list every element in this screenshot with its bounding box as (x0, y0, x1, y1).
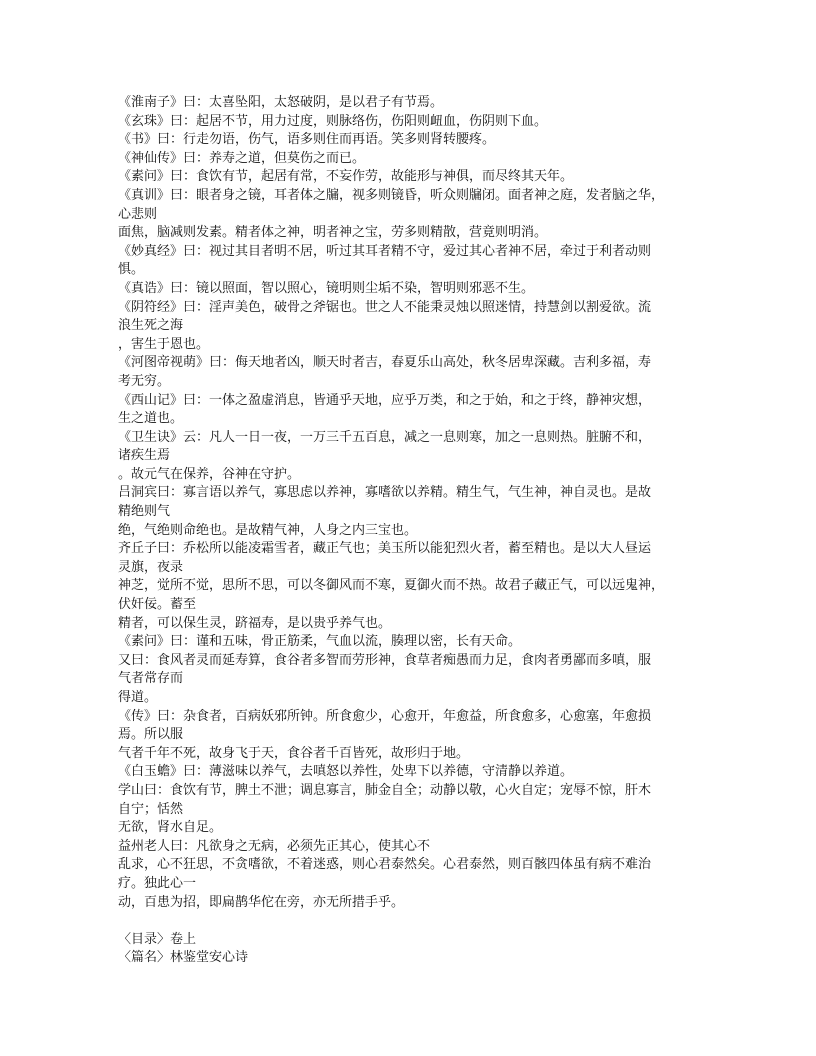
text-line: 《妙真经》曰：视过其目者明不居，听过其耳者精不守，爱过其心者神不居，牵过于利者动则 (118, 243, 652, 259)
text-line: 精者，可以保生灵，跻福寿，是以贵乎养气也。 (118, 615, 392, 631)
text-line: 浪生死之海 (118, 318, 184, 334)
text-line: 动，百患为招，即扁鹊华佗在旁，亦无所措手乎。 (118, 894, 405, 910)
text-line: ，害生于恩也。 (118, 336, 210, 352)
text-line: 《河图帝视萌》曰：侮天地者凶，顺天时者吉，春夏乐山高处，秋冬居卑深藏。吉利多福，寿 (118, 355, 652, 371)
text-line: 自宁；恬然 (118, 801, 184, 817)
text-line: 考无穷。 (118, 373, 171, 389)
text-line: 《白玉蟾》曰：薄滋味以养气，去嗔怒以养性，处卑下以养德，守清静以养道。 (118, 764, 574, 780)
text-line: 吕洞宾曰：寡言语以养气，寡思虑以养神，寡嗜欲以养精。精生气，气生神，神自灵也。是故 (118, 485, 652, 501)
toc-line: 〈目录〉卷上 (118, 931, 197, 947)
text-line: 生之道也。 (118, 411, 184, 427)
text-line: 乱求，心不狂思，不贪嗜欲，不着迷惑，则心君泰然矣。心君泰然，则百骸四体虽有病不难治 (118, 857, 652, 873)
text-line: 《卫生诀》云：凡人一日一夜，一万三千五百息，减之一息则寒，加之一息则热。脏腑不和， (118, 429, 652, 445)
text-line: 《阴符经》曰：淫声美色，破骨之斧锯也。世之人不能秉灵烛以照迷情，持慧剑以割爱欲。流 (118, 299, 652, 315)
text-line: 诸疾生焉 (118, 448, 171, 464)
text-line: 气者千年不死，故身飞于天，食谷者千百皆死，故形归于地。 (118, 745, 470, 761)
text-line: 《神仙传》曰：养寿之道，但莫伤之而已。 (118, 150, 366, 166)
text-line: 《玄珠》曰：起居不节，用力过度，则脉络伤，伤阳则衄血，伤阴则下血。 (118, 113, 548, 129)
text-line: 气者常存而 (118, 671, 184, 687)
text-line: 疗。独此心一 (118, 875, 197, 891)
text-line: 伏奸佞。蓄至 (118, 597, 197, 613)
text-line: 心悲则 (118, 206, 158, 222)
text-line: 惧。 (118, 262, 145, 278)
section-title-line: 〈篇名〉林鉴堂安心诗 (118, 950, 249, 966)
text-line: 又曰：食风者灵而延寿算，食谷者多智而劳形神，食草者痴愚而力足，食肉者勇鄙而多嗔，服 (118, 652, 652, 668)
text-line: 《淮南子》曰：太喜坠阳，太怒破阴，是以君子有节焉。 (118, 95, 444, 110)
text-line: 《真训》曰：眼者身之镜，耳者体之牖，视多则镜昏，听众则牖闭。面者神之庭，发者脑之华， (118, 187, 665, 203)
text-line: 无欲，肾水自足。 (118, 820, 223, 836)
text-line: 面焦，脑减则发素。精者体之神，明者神之宝，劳多则精散，营竟则明消。 (118, 225, 548, 241)
text-line: 《素问》曰：谨和五味，骨正筋柔，气血以流，腠理以密，长有天命。 (118, 634, 522, 650)
text-line: 《传》曰：杂食者，百病妖邪所钟。所食愈少，心愈开，年愈益，所食愈多，心愈塞，年愈损 (118, 708, 652, 724)
text-line: 得道。 (118, 690, 158, 705)
text-line: 神芝，觉所不觉，思所不思，可以冬御风而不寒，夏御火而不热。故君子藏正气，可以远鬼神， (118, 578, 665, 594)
document-page (118, 94, 704, 968)
text-line: 《书》曰：行走勿语，伤气，语多则住而再语。笑多则肾转腰疼。 (118, 132, 496, 148)
text-line: 精绝则气 (118, 504, 171, 520)
blank-line (118, 912, 704, 931)
text-line: 《西山记》曰：一体之盈虚消息，皆通乎天地，应乎万类，和之于始，和之于终，静神灾想， (118, 392, 652, 408)
text-line: 焉。所以服 (118, 727, 184, 743)
text-line: 绝，气绝则命绝也。是故精气神，人身之内三宝也。 (118, 522, 418, 538)
text-line: 灵旗，夜录 (118, 559, 184, 575)
text-line: 学山曰：食饮有节，脾土不泄；调息寡言，肺金自全；动静以敬，心火自定；宠辱不惊，肝木 (118, 782, 652, 798)
text-line: 齐丘子曰：乔松所以能凌霜雪者，藏正气也；美玉所以能犯烈火者，蓄至精也。是以大人昼运 (118, 541, 652, 557)
text-line: 。故元气在保养，谷神在守护。 (118, 466, 301, 482)
text-line: 益州老人曰：凡欲身之无病，必须先正其心，使其心不 (118, 838, 431, 854)
document-body (118, 94, 704, 912)
text-line: 《素问》曰：食饮有节，起居有常，不妄作劳，故能形与神俱，而尽终其天年。 (118, 169, 574, 185)
text-line: 《真诰》曰：镜以照面，智以照心，镜明则尘垢不染，智明则邪恶不生。 (118, 280, 535, 296)
